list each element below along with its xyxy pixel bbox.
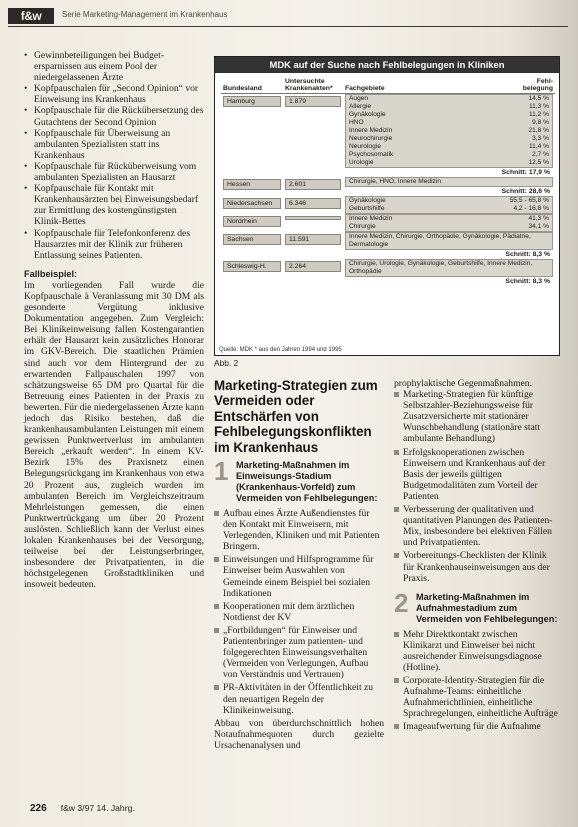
- table-row: [221, 177, 555, 196]
- fehlbelegung-value: 11,2 %: [528, 111, 549, 118]
- fachgebiet-row: [346, 143, 552, 151]
- fachgebiete-box: [345, 196, 553, 214]
- section-1-list: [214, 508, 384, 716]
- page-number: 226: [30, 803, 47, 814]
- cell-bundesland: [221, 214, 283, 232]
- akten-value: 11.591: [285, 234, 341, 245]
- fachgebiet-name: Gynäkologie: [349, 111, 386, 118]
- figure-caption: Abb. 2: [214, 358, 239, 368]
- fachgebiete-box: [345, 94, 553, 168]
- cell-akten: [283, 196, 343, 214]
- cell-akten: [283, 94, 343, 178]
- fachgebiet-name: Geburtshilfe: [349, 205, 385, 212]
- fachgebiet-row: [346, 205, 552, 213]
- fehlbelegung-value: 11,3 %: [528, 103, 549, 110]
- fachgebiet-name: Chirurgie, HNO, Innere Medizin: [349, 178, 441, 185]
- list-item: Aufbau eines Ärzte Außendienstes für den Kontakt mit Einweisern, mit Verlegenden, Kliniken und mit Patienten Bringern.: [214, 508, 384, 552]
- running-head-text: Serie Marketing-Management im Krankenhaus: [62, 10, 228, 19]
- fachgebiet-row: [346, 135, 552, 143]
- example-heading: Fallbeispiel:: [24, 268, 78, 279]
- issue-info: f&w 3/97 14. Jahrg.: [60, 803, 135, 813]
- fachgebiete-box: [345, 214, 553, 232]
- column-left: [24, 50, 204, 591]
- fachgebiet-row: [346, 223, 552, 231]
- fachgebiet-name: Augen: [349, 95, 369, 102]
- list-item: Imageaufwertung für die Aufnahme: [394, 721, 558, 732]
- fehlbelegung-value: 41,3 %: [528, 215, 549, 222]
- fachgebiet-row: [346, 111, 552, 119]
- cell-bundesland: [221, 259, 283, 286]
- fachgebiet-name: Chirurgie: [349, 223, 376, 230]
- section-2: [394, 587, 558, 625]
- mdk-table: [221, 77, 555, 286]
- col-header-bundesland: Bundesland: [221, 77, 283, 94]
- cell-akten: [283, 232, 343, 259]
- column-middle: [214, 458, 384, 751]
- column-right: [394, 378, 558, 735]
- article-heading: Marketing-Strategien zum Vermeiden oder Entschärfen von Fehlbelegungskonflikten im Krankenhaus: [214, 378, 378, 455]
- cell-akten: [283, 214, 343, 232]
- fachgebiet-row: [346, 119, 552, 127]
- akten-value: 6.346: [285, 198, 341, 209]
- col-header-fachgebiete: Fachgebiete: [343, 77, 513, 94]
- fachgebiete-box: [345, 259, 553, 277]
- col3-lead: prophylaktische Gegenmaßnahmen.: [394, 378, 532, 389]
- col-header-akten: Untersuchte Krankenakten*: [283, 77, 343, 94]
- figure-footnote: Quelle: MDK * aus den Jahren 1994 und 1995: [219, 347, 342, 353]
- fehlbelegung-value: 12,5 %: [528, 159, 549, 166]
- average-value: Schnitt: 28,6 %: [501, 188, 550, 195]
- average-value: Schnitt: 8,3 %: [505, 251, 550, 258]
- section-1-tail: Abbau von überdurchschnittlich hohen Notaufnahmequoten durch gezielte Ursachenanalysen und: [214, 717, 384, 751]
- fachgebiet-row: [346, 197, 552, 205]
- fachgebiet-row: [346, 178, 552, 186]
- list-item: Erfolgskooperationen zwischen Einweisern und Krankenhaus auf der Basis der jeweils gültigen Budgetmodalitäten zum Vorteil der Patienten: [394, 447, 558, 502]
- cell-fachgebiete: [343, 214, 555, 232]
- table-row: [221, 232, 555, 259]
- bundesland-value: Nordrhein: [223, 216, 281, 227]
- fachgebiet-name: Neurochirurgie: [349, 135, 393, 142]
- list-item: • Kopfpauschalen für „Second Opinion“ vor Einweisung ins Krankenhaus: [24, 83, 204, 105]
- fachgebiet-name: Psychosomatik: [349, 151, 394, 158]
- cell-fachgebiete: [343, 232, 555, 259]
- list-item: „Fortbildungen“ für Einweiser und Patientenbringer zum patienten- und folgegerechten Einweisungsverhalten (Vermeiden von Verlegungen, Aufbau von Verständnis und Vertrauen): [214, 625, 384, 680]
- fachgebiet-name: Chirurgie, Urologie, Gynäkologie, Geburtshilfe, Innere Medizin, Orthopädie: [349, 260, 533, 275]
- cell-fachgebiete: [343, 94, 555, 178]
- cell-fachgebiete: [343, 259, 555, 286]
- section-number: 1: [214, 456, 229, 486]
- list-item: Mehr Direktkontakt zwischen Klinikarzt und Einweiser bei nicht ausreichender Einweisungsdiagnose (Hotline).: [394, 629, 558, 673]
- list-item: • Kopfpauschale für Telefonkonferenz des Hausarztes mit der Klinik zur früheren Entlassung seines Patienten.: [24, 228, 204, 261]
- bundesland-value: Schleswig-H.: [223, 261, 281, 272]
- figure-title: MDK auf der Suche nach Fehlbelegungen in Kliniken: [215, 57, 559, 73]
- fachgebiet-row: [346, 151, 552, 159]
- fehlbelegung-value: 14,5 %: [528, 95, 549, 102]
- fachgebiet-name: Innere Medizin, Chirurgie, Orthopädie, Gynäkologie, Pädiatrie, Dermatologie: [349, 233, 531, 248]
- list-item: PR-Aktivitäten in der Öffentlichkeit zu den neuartigen Regeln der Klinikeinweisung.: [214, 682, 384, 715]
- fachgebiet-row: [346, 103, 552, 111]
- fehlbelegung-value: 21,8 %: [528, 127, 549, 134]
- list-item: Einweisungen und Hilfsprogramme für Einweiser beim Auswahlen von Gemeinde einem Beispiel bei sozialen Indikationen: [214, 554, 384, 598]
- average-value: Schnitt: 8,3 %: [505, 278, 550, 285]
- akten-value: [285, 216, 341, 220]
- cell-akten: [283, 259, 343, 286]
- cell-bundesland: [221, 177, 283, 196]
- list-item: Corporate-Identity-Strategien für die Aufnahme-Teams: einheitliche Aufnahmerichtlinien, einheitliche Sprachregelungen, einheitliche Aufträge: [394, 675, 558, 719]
- example-text: Im vorliegenden Fall wurde die Kopfpauschale à Veranlassung mit 30 DM als gesonderte Vergütung inklusive Dokumentation angegeben. Zum Vergleich: Bei Klinikeinweisung fallen Kostengarantien erhält der Hausarzt kein zusätzliches Honorar im GKV-Bereich. Die staatlichen Prämien sind auch vor dem Hintergrund der zu erwartenden Fallpauschalen 1997 von schätzungsweise 65 DM pro Quartal für die Betreuung eines Patienten in der Praxis zu bewerten. Für die niedergelassenen Ärzte kann jedoch das Risiko bestehen, daß die krankenhausambulanten Leistungen mit einem gewissen Punktwertverlust im ambulanten Bereich „erkauft werden“. In einem KV-Bezirk 15% des Praxisnetz einen Belegungsrückgang im Krankenhaus von etwa 20 Prozent aus, zugleich wurden im ambulanten Bereich im Vergleichszeitraum Mehrleistungen gemessen, die einen Punktwertrückgang um über 20 Prozent auslösten. Schließlich kann der Verlust eines lokalen Krankenhauses bei der Versorgung, teilweise bei der Leistungserbringer, insbesondere der Privatpatienten, in die höchstgelegenen Großstadtkliniken und insoweit bedeuten.: [24, 279, 204, 591]
- table-row: [221, 214, 555, 232]
- section-2-list: [394, 629, 558, 733]
- table-row: [221, 196, 555, 214]
- fachgebiet-row: [346, 260, 552, 276]
- fachgebiet-name: Neurologie: [349, 143, 381, 150]
- fachgebiet-name: HNO: [349, 119, 364, 126]
- cell-fachgebiete: [343, 177, 555, 196]
- list-item: • Kopfpauschale für Kontakt mit Krankenhausärzten bei Einweisungsbedarf zur Ermittlung des kostengünstigsten Klinik-Bettes: [24, 183, 204, 227]
- akten-value: 2.601: [285, 179, 341, 190]
- cell-bundesland: [221, 94, 283, 178]
- magazine-logo: f&w: [8, 8, 54, 24]
- figure-table: [214, 56, 560, 356]
- table-row: [221, 259, 555, 286]
- list-item: • Kopfpauschale für Rücküberweisung vom ambulanten Spezialisten an Hausarzt: [24, 161, 204, 183]
- fachgebiete-box: [345, 232, 553, 250]
- fachgebiet-name: Innere Medizin: [349, 215, 393, 222]
- fachgebiet-name: Innere Medizin: [349, 127, 393, 134]
- fehlbelegung-value: 3,3 %: [532, 135, 549, 142]
- fehlbelegung-value: 55,5 - 65,8 %: [509, 197, 549, 204]
- cell-bundesland: [221, 232, 283, 259]
- fehlbelegung-value: 34,1 %: [528, 223, 549, 230]
- fachgebiet-name: Urologie: [349, 159, 374, 166]
- list-item: • Gewinnbeteiligungen bei Budget-ersparnissen aus einem Pool der niedergelassenen Ärzte: [24, 50, 204, 83]
- fachgebiete-box: [345, 177, 553, 187]
- bundesland-value: Niedersachsen: [223, 198, 281, 209]
- bundesland-value: Hamburg: [223, 96, 281, 107]
- fachgebiet-row: [346, 159, 552, 167]
- page-footer: [30, 803, 135, 814]
- incentive-list: [24, 50, 204, 261]
- list-item: • Kopfpauschale für die Rückübersetzung des Gutachtens der Second Opinion: [24, 105, 204, 127]
- table-row: [221, 94, 555, 178]
- section-number: 2: [394, 587, 409, 618]
- cell-bundesland: [221, 196, 283, 214]
- running-header: [8, 8, 568, 27]
- bundesland-value: Sachsen: [223, 234, 281, 245]
- cell-fachgebiete: [343, 196, 555, 214]
- fachgebiet-row: [346, 215, 552, 223]
- cell-akten: [283, 177, 343, 196]
- fachgebiet-row: [346, 233, 552, 249]
- section-title: Marketing-Maßnahmen im Einweisungs-Stadium (Krankenhaus-Vorfeld) zum Vermeiden von Fehlbelegungen:: [236, 460, 378, 503]
- col3-list: [394, 389, 558, 584]
- average-value: Schnitt: 17,9 %: [501, 169, 550, 176]
- section-1: [214, 456, 384, 504]
- list-item: • Kopfpauschale für Überweisung an ambulanten Spezialisten statt ins Krankenhaus: [24, 128, 204, 161]
- fehlbelegung-value: 11,4 %: [528, 143, 549, 150]
- bundesland-value: Hessen: [223, 179, 281, 190]
- fachgebiet-row: [346, 95, 552, 103]
- fachgebiet-name: Gynäkologie: [349, 197, 386, 204]
- list-item: Marketing-Strategien für künftige Selbstzahler-Beziehungsweise für Zusatzversicherte mit stationärer Wunschbehandlung (stationäre statt ambulante Behandlung): [394, 389, 558, 444]
- list-item: Vorbereitungs-Checklisten der Klinik für Krankenhauseinweisungen aus der Praxis.: [394, 550, 558, 583]
- list-item: Kooperationen mit dem ärztlichen Notdienst der KV: [214, 601, 384, 623]
- akten-value: 1.879: [285, 96, 341, 107]
- list-item: Verbesserung der qualitativen und quantitativen Planungen des Patienten-Mix, insbesondere bei elektiven Fällen und Privatpatienten.: [394, 504, 558, 548]
- fehlbelegung-value: 9,8 %: [532, 119, 549, 126]
- fehlbelegung-value: 2,7 %: [532, 151, 549, 158]
- fachgebiet-row: [346, 127, 552, 135]
- fehlbelegung-value: 4,2 - 16,8 %: [513, 205, 549, 212]
- section-title: Marketing-Maßnahmen im Aufnahmestadium zum Vermeiden von Fehlbelegungen:: [416, 591, 558, 624]
- col-header-fehlbelegung: Fehl-belegung: [513, 77, 555, 94]
- akten-value: 2.264: [285, 261, 341, 272]
- fachgebiet-name: Allergie: [349, 103, 371, 110]
